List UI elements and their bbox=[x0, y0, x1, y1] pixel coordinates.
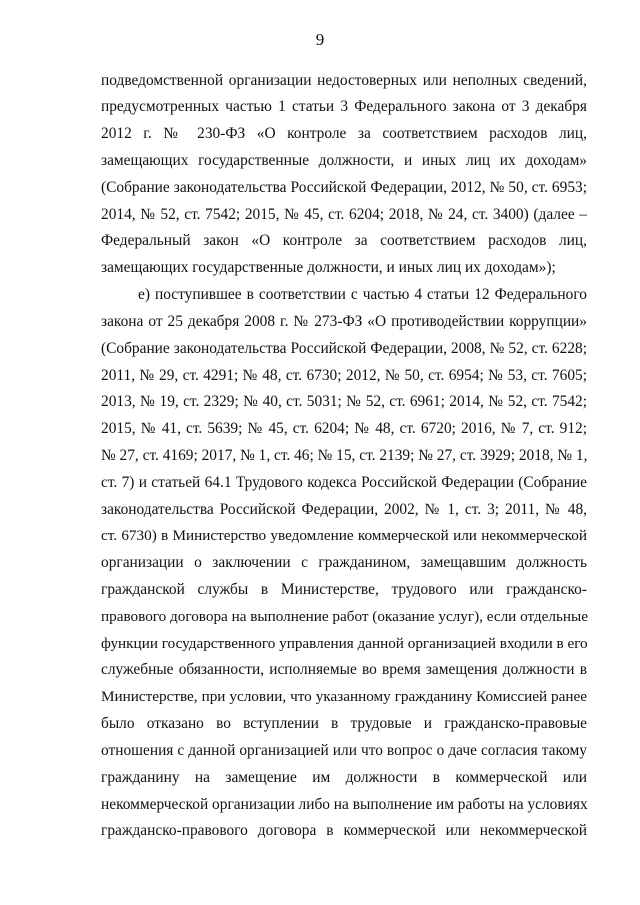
text-line: организации о заключении с гражданином, замещавшим должность bbox=[101, 554, 587, 571]
text-line: № 27, ст. 4169; 2017, № 1, ст. 46; № 15, ст. 2139; № 27, ст. 3929; 2018, № 1, bbox=[101, 447, 588, 464]
text-line: Федеральный закон «О контроле за соответствием расходов лиц, bbox=[101, 232, 587, 249]
text-line: 2012 г. № 230-ФЗ «О контроле за соответствием расходов лиц, bbox=[101, 125, 587, 142]
text-line: некоммерческой организации либо на выполнение им работы на условиях bbox=[101, 796, 588, 813]
text-line: 2015, № 41, ст. 5639; № 45, ст. 6204; № 48, ст. 6720; 2016, № 7, ст. 912; bbox=[101, 420, 587, 437]
text-line: 2014, № 52, ст. 7542; 2015, № 45, ст. 6204; 2018, № 24, ст. 3400) (далее – bbox=[101, 206, 587, 223]
text-line: закона от 25 декабря 2008 г. № 273-ФЗ «О противодействии коррупции» bbox=[101, 313, 587, 330]
text-line: было отказано во вступлении в трудовые и гражданско-правовые bbox=[101, 715, 587, 732]
text-line: правового договора на выполнение работ (оказание услуг), если отдельные bbox=[101, 608, 588, 625]
text-line: отношения с данной организацией или что вопрос о даче согласия такому bbox=[101, 742, 587, 759]
text-line: ст. 6730) в Министерство уведомление коммерческой или некоммерческой bbox=[101, 527, 587, 544]
text-line: законодательства Российской Федерации, 2002, № 1, ст. 3; 2011, № 48, bbox=[101, 501, 587, 518]
text-line: замещающих государственные должности, и иных лиц их доходам»); bbox=[101, 259, 556, 276]
text-line: 2013, № 19, ст. 2329; № 40, ст. 5031; № 52, ст. 6961; 2014, № 52, ст. 7542; bbox=[101, 393, 587, 410]
paragraph-first-line: е) поступившее в соответствии с частью 4 статьи 12 Федерального bbox=[138, 286, 587, 303]
page-number: 9 bbox=[315, 30, 325, 49]
text-line: гражданско-правового договора в коммерческой или некоммерческой bbox=[101, 822, 587, 839]
text-line: Министерстве, при условии, что указанному гражданину Комиссией ранее bbox=[101, 688, 587, 705]
text-line: (Собрание законодательства Российской Федерации, 2012, № 50, ст. 6953; bbox=[101, 179, 587, 196]
text-line: (Собрание законодательства Российской Федерации, 2008, № 52, ст. 6228; bbox=[101, 340, 587, 357]
text-line: гражданской службы в Министерстве, трудового или гражданско- bbox=[101, 581, 587, 598]
text-line: служебные обязанности, исполняемые во время замещения должности в bbox=[101, 661, 587, 678]
text-line: функции государственного управления данной организацией входили в его bbox=[101, 635, 588, 652]
text-line: подведомственной организации недостоверных или неполных сведений, bbox=[101, 72, 587, 89]
text-line: гражданину на замещение им должности в коммерческой или bbox=[101, 769, 587, 786]
text-line: 2011, № 29, ст. 4291; № 48, ст. 6730; 2012, № 50, ст. 6954; № 53, ст. 7605; bbox=[101, 367, 587, 384]
text-line: предусмотренных частью 1 статьи 3 Федерального закона от 3 декабря bbox=[101, 98, 587, 115]
text-line: ст. 7) и статьей 64.1 Трудового кодекса Российской Федерации (Собрание bbox=[101, 474, 587, 491]
text-line: замещающих государственные должности, и иных лиц их доходам» bbox=[101, 152, 587, 169]
